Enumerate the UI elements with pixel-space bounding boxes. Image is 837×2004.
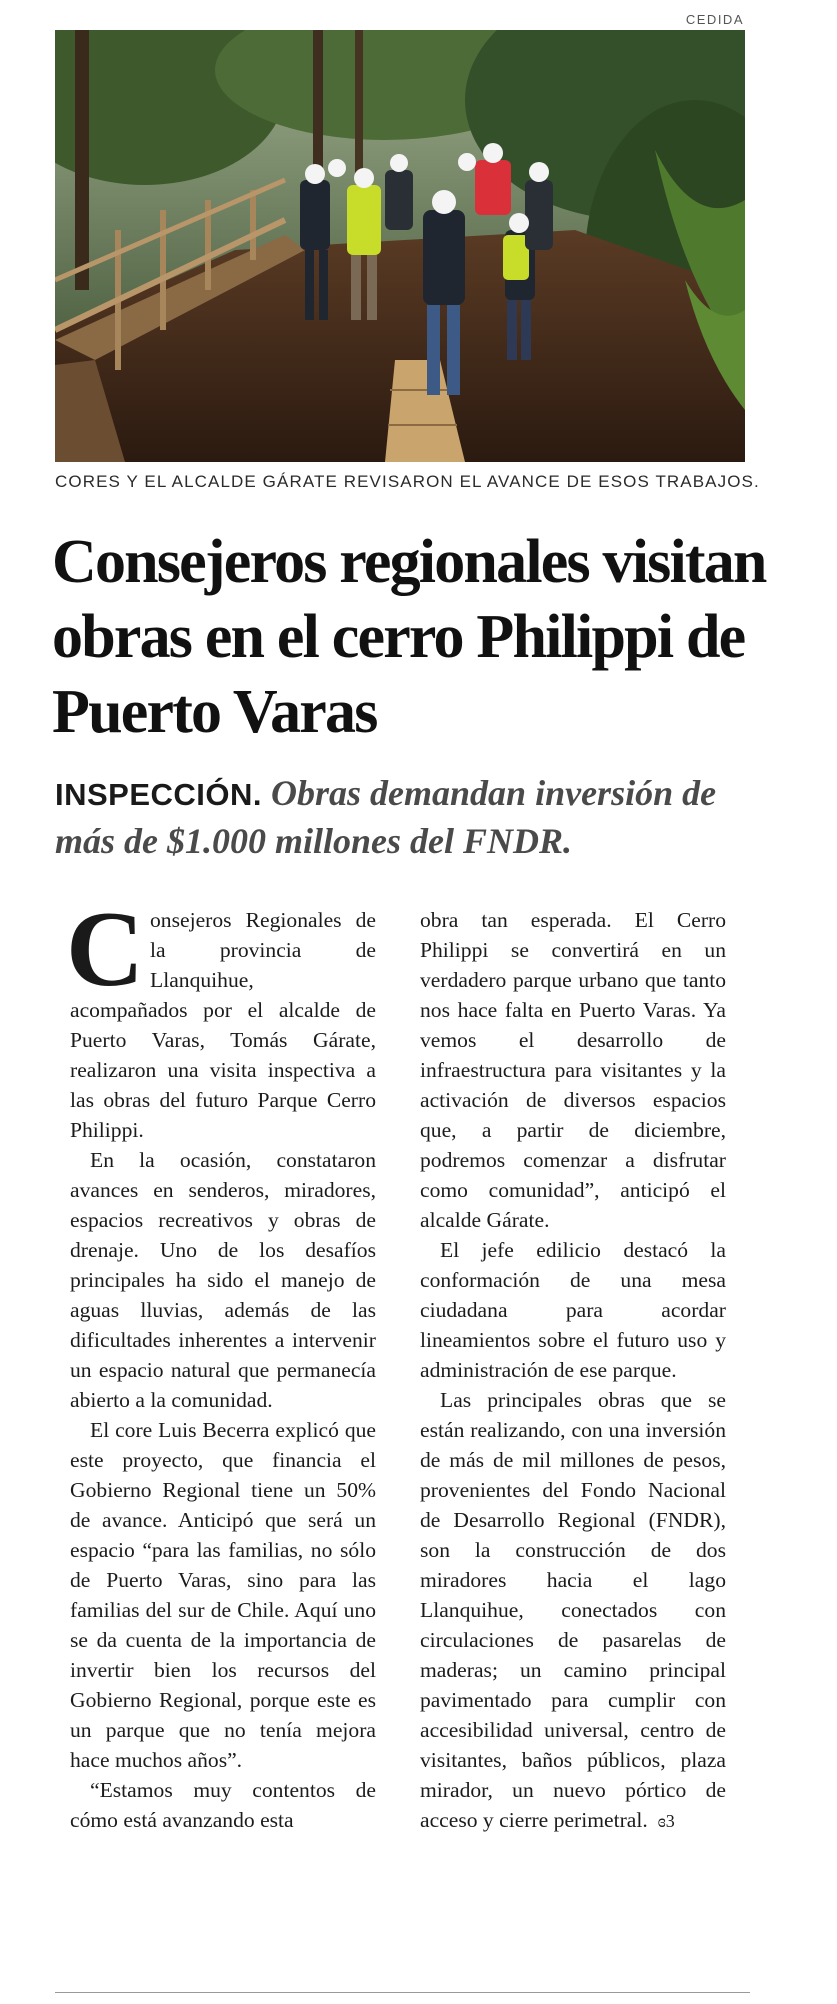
deck-kicker: INSPECCIÓN. — [55, 777, 263, 812]
deck-text: Obras demandan inversión de más de $1.000 millones del FNDR. — [55, 773, 717, 861]
article-column-right — [420, 905, 726, 1836]
end-mark-icon: ɞ3 — [657, 1811, 675, 1831]
bottom-divider — [55, 1992, 750, 1993]
photo-caption: CORES Y EL ALCALDE GÁRATE REVISARON EL AVANCE DE ESOS TRABAJOS. — [55, 472, 760, 491]
article-column-left — [66, 890, 376, 1835]
photo-credit: CEDIDA — [685, 12, 744, 27]
forest-visit-photo — [55, 30, 745, 462]
article-paragraph: El jefe edilicio destacó la conformación de una mesa ciudadana para acordar lineamientos sobre el futuro uso y administración de ese parque. — [420, 1238, 726, 1382]
article-paragraph: “Estamos muy contentos de cómo está avanzando esta — [70, 1778, 376, 1832]
article-paragraph: En la ocasión, constataron avances en senderos, miradores, espacios recreativos y obras de drenaje. Uno de los desafíos principales ha sido el manejo de aguas lluvias, además de las dificultades inherentes a intervenir un espacio natural que permanecía abierto a la comunidad. — [70, 1148, 376, 1412]
article-paragraph: obra tan esperada. El Cerro Philippi se convertirá en un verdadero parque urbano que tanto nos hace falta en Puerto Varas. Ya vemos el desarrollo de infraestructura para visitantes y la activación de diversos espacios que, a partir de diciembre, podremos comenzar a disfrutar como comunidad”, anticipó el alcalde Gárate. — [420, 908, 726, 1232]
article-photo — [55, 30, 745, 462]
deck — [55, 770, 775, 865]
article-paragraph: Consejeros Regionales de la provincia de Llanquihue, acompañados por el alcalde de Puerto Varas, Tomás Gárate, realizaron una visita inspectiva a las obras del futuro Parque Cerro Philippi. — [66, 890, 376, 1142]
headline: Consejeros regionales visitan obras en el cerro Philippi de Puerto Varas — [52, 528, 766, 746]
article-paragraph: Las principales obras que se están realizando, con una inversión de más de mil millones de pesos, provenientes del Fondo Nacional de Desarrollo Regional (FNDR), son la construcción de dos miradores hacia el lago Llanquihue, conectados con circulaciones de pasarelas de maderas; un camino principal pavimentado para cumplir con accesibilidad universal, centro de visitantes, baños públicos, plaza mirador, un nuevo pórtico de acceso y cierre perimetral. ɞ3 — [420, 1388, 726, 1832]
drop-cap: C — [66, 890, 144, 1009]
article-paragraph: El core Luis Becerra explicó que este proyecto, que financia el Gobierno Regional tiene un 50% de avance. Anticipó que será un espacio “para las familias, no sólo de Puerto Varas, sino para las familias del sur de Chile. Aquí uno se da cuenta de la importancia de invertir bien los recursos del Gobierno Regional, porque este es un parque que no tenía mejora hace muchos años”. — [70, 1418, 376, 1772]
